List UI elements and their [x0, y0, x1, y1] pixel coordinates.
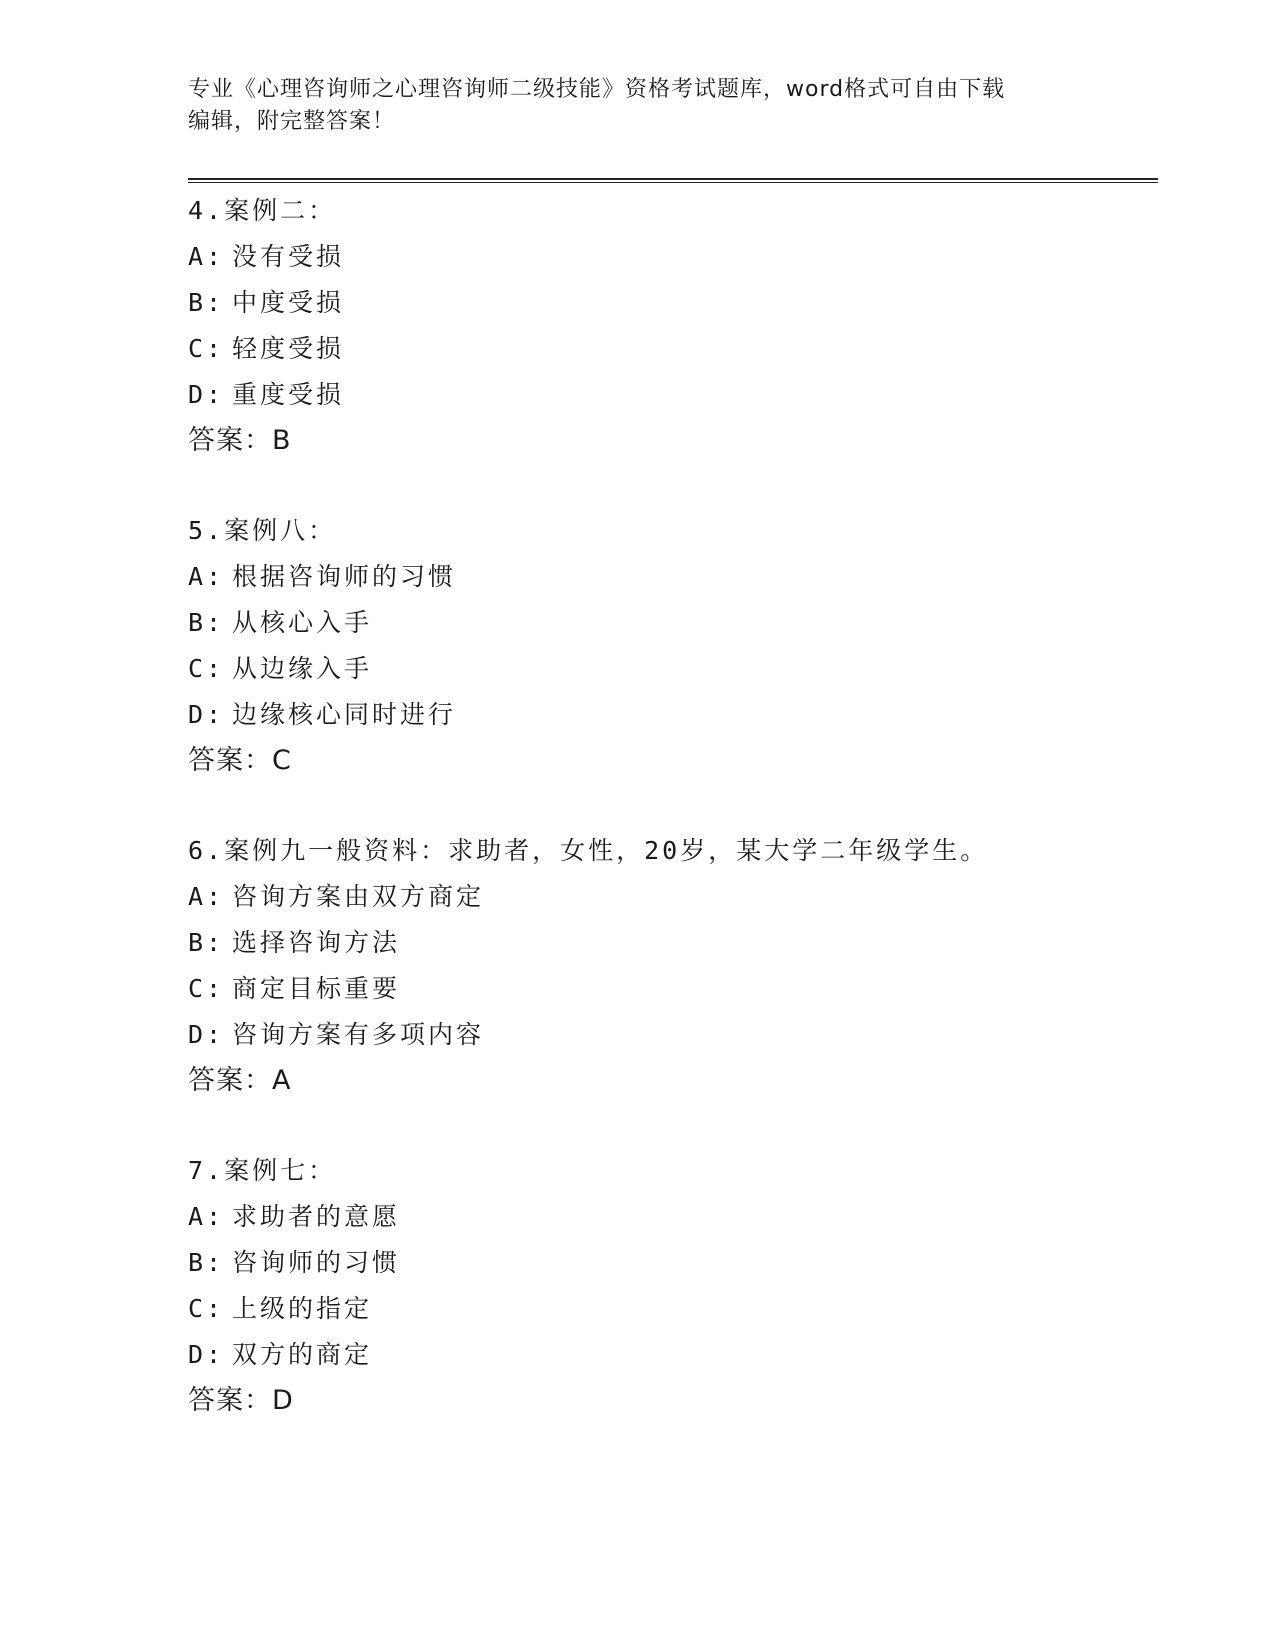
divider-line-thick — [188, 178, 1158, 180]
option-c — [188, 646, 1168, 692]
option-b — [188, 280, 1168, 326]
option-text: 咨询方案有多项内容 — [232, 1020, 485, 1049]
option-label: C: — [188, 334, 225, 363]
option-label: D: — [188, 380, 225, 409]
option-c — [188, 966, 1168, 1012]
option-b — [188, 1240, 1168, 1286]
option-text: 咨询方案由双方商定 — [232, 882, 485, 911]
option-a — [188, 1194, 1168, 1240]
option-c — [188, 326, 1168, 372]
option-label: C: — [188, 974, 225, 1003]
option-text: 商定目标重要 — [232, 974, 401, 1003]
option-d — [188, 692, 1168, 738]
question-item — [188, 1148, 1168, 1424]
option-label: D: — [188, 700, 225, 729]
option-text: 重度受损 — [232, 380, 345, 409]
option-d — [188, 372, 1168, 418]
option-text: 根据咨询师的习惯 — [232, 562, 457, 591]
question-list — [188, 188, 1168, 1468]
option-label: A: — [188, 242, 225, 271]
option-label: A: — [188, 882, 225, 911]
answer-line: 答案：A — [188, 1065, 292, 1096]
option-label: D: — [188, 1020, 225, 1049]
option-label: A: — [188, 1202, 225, 1231]
option-b — [188, 600, 1168, 646]
answer-line: 答案：B — [188, 425, 292, 456]
question-item — [188, 188, 1168, 464]
option-text: 求助者的意愿 — [232, 1202, 401, 1231]
divider-line-thin — [188, 182, 1158, 183]
question-stem: 6.案例九一般资料：求助者，女性，20岁，某大学二年级学生。 — [188, 836, 989, 865]
option-text: 上级的指定 — [232, 1294, 373, 1323]
question-item — [188, 828, 1168, 1104]
option-d — [188, 1012, 1168, 1058]
option-c — [188, 1286, 1168, 1332]
header-line-1: 专业《心理咨询师之心理咨询师二级技能》资格考试题库，word格式可自由下载 — [188, 77, 1006, 102]
option-label: C: — [188, 654, 225, 683]
option-text: 中度受损 — [232, 288, 345, 317]
answer-line: 答案：D — [188, 1385, 294, 1416]
option-label: B: — [188, 928, 225, 957]
option-label: B: — [188, 288, 225, 317]
option-text: 轻度受损 — [232, 334, 345, 363]
question-stem: 4.案例二： — [188, 196, 337, 225]
question-stem: 7.案例七： — [188, 1156, 337, 1185]
option-label: B: — [188, 608, 225, 637]
header-divider — [188, 178, 1158, 184]
answer-line: 答案：C — [188, 745, 292, 776]
option-label: A: — [188, 562, 225, 591]
option-b — [188, 920, 1168, 966]
option-a — [188, 234, 1168, 280]
header-line-2: 编辑，附完整答案！ — [188, 109, 396, 134]
option-text: 从边缘入手 — [232, 654, 373, 683]
question-item — [188, 508, 1168, 784]
option-d — [188, 1332, 1168, 1378]
option-text: 边缘核心同时进行 — [232, 700, 457, 729]
option-a — [188, 554, 1168, 600]
option-label: B: — [188, 1248, 225, 1277]
option-a — [188, 874, 1168, 920]
option-label: C: — [188, 1294, 225, 1323]
option-text: 咨询师的习惯 — [232, 1248, 401, 1277]
document-header — [188, 74, 1088, 138]
option-text: 没有受损 — [232, 242, 345, 271]
option-text: 从核心入手 — [232, 608, 373, 637]
question-stem: 5.案例八： — [188, 516, 337, 545]
option-text: 选择咨询方法 — [232, 928, 401, 957]
option-label: D: — [188, 1340, 225, 1369]
option-text: 双方的商定 — [232, 1340, 373, 1369]
